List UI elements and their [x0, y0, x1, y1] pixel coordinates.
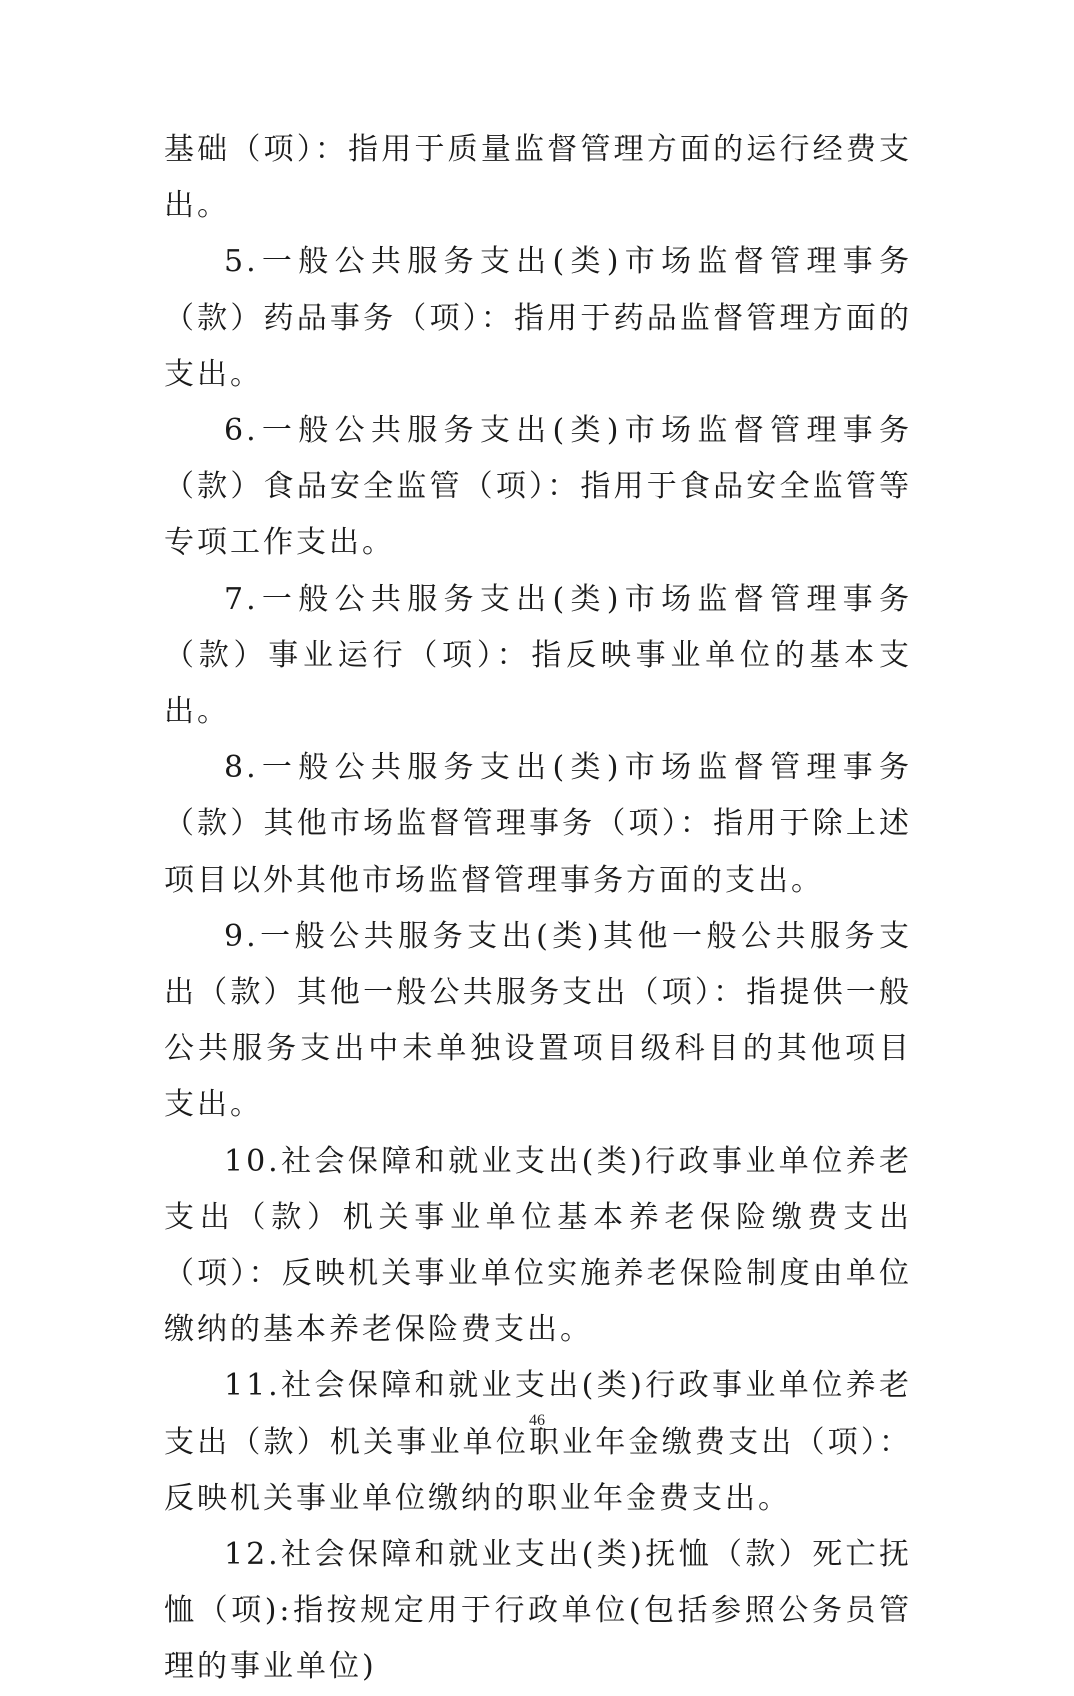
paragraph-item-7: 7.一般公共服务支出(类)市场监督管理事务（款）事业运行（项）：指反映事业单位的基本支出。: [164, 581, 912, 730]
document-body: [164, 122, 912, 1696]
paragraph-item-6: 6.一般公共服务支出(类)市场监督管理事务（款）食品安全监管（项）：指用于食品安全监管等专项工作支出。: [164, 413, 912, 561]
paragraph-item-8: 8.一般公共服务支出(类)市场监督管理事务（款）其他市场监督管理事务（项）：指用于除上述项目以外其他市场监督管理事务方面的支出。: [164, 750, 912, 898]
paragraph-item-12: 12.社会保障和就业支出(类)抚恤（款）死亡抚恤（项):指按规定用于行政单位(包括参照公务员管理的事业单位): [164, 1537, 912, 1685]
paragraph-item-10: 10.社会保障和就业支出(类)行政事业单位养老支出（款）机关事业单位基本养老保险缴费支出（项）：反映机关事业单位实施养老保险制度由单位缴纳的基本养老保险费支出。: [164, 1143, 912, 1348]
paragraph-item-5: 5.一般公共服务支出(类)市场监督管理事务（款）药品事务（项）：指用于药品监督管理方面的支出。: [164, 244, 912, 392]
paragraph-continuation: 基础（项）：指用于质量监督管理方面的运行经费支出。: [164, 132, 912, 224]
page-number: 46: [529, 1412, 545, 1429]
paragraph-item-9: 9.一般公共服务支出(类)其他一般公共服务支出（款）其他一般公共服务支出（项）：指提供一般公共服务支出中未单独设置项目级科目的其他项目支出。: [164, 918, 912, 1123]
paragraph-item-11: 11.社会保障和就业支出(类)行政事业单位养老支出（款）机关事业单位职业年金缴费支出（项）：反映机关事业单位缴纳的职业年金费支出。: [164, 1368, 912, 1516]
